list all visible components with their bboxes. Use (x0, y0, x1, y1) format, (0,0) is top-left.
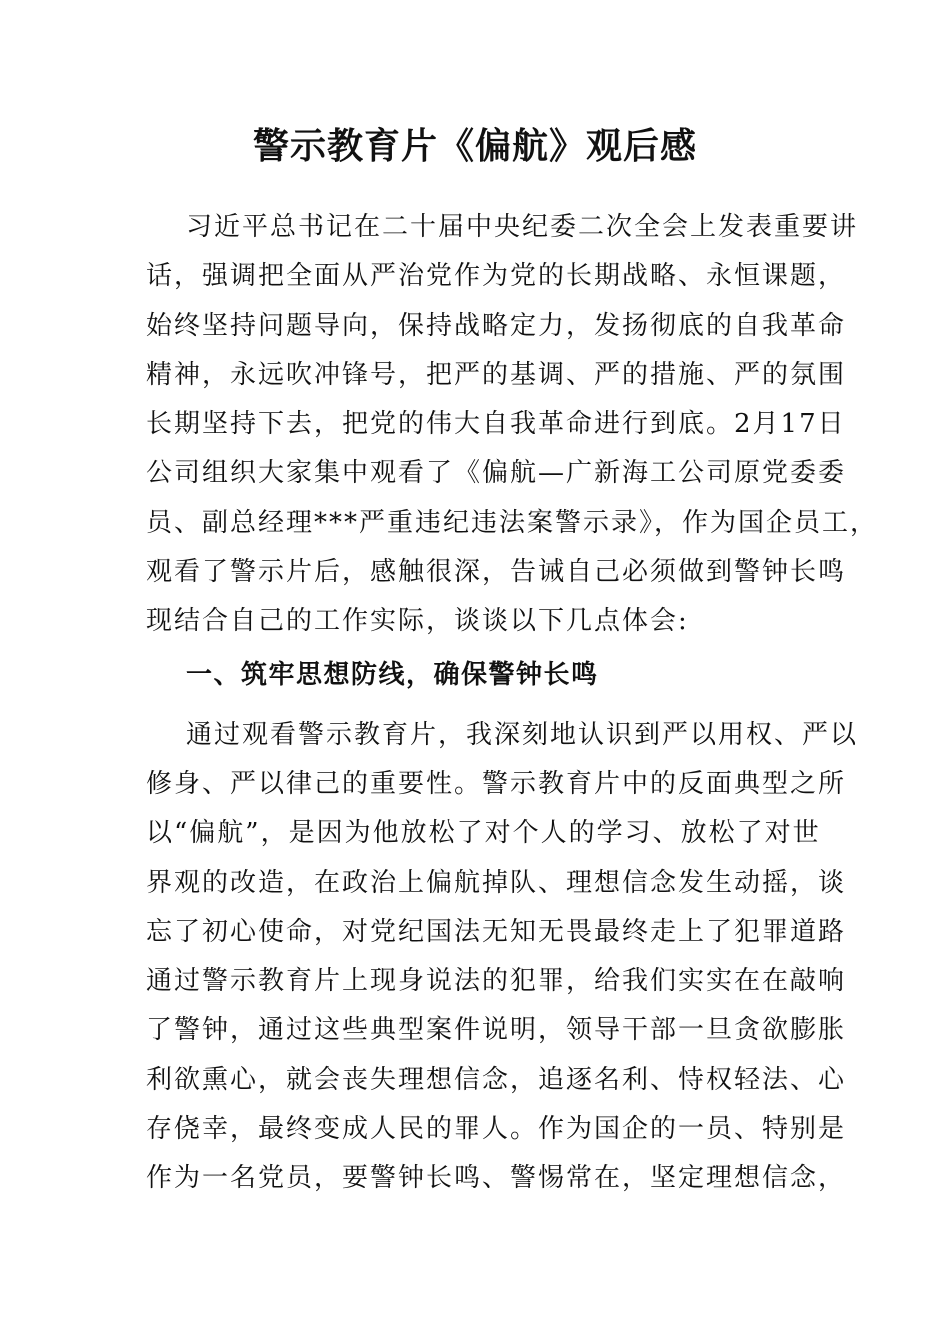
section-heading: 一、筑牢思想防线，确保警钟长鸣 (186, 659, 599, 690)
paragraph-line: 通过警示教育片上现身说法的犯罪，给我们实实在在敲响 (146, 966, 847, 997)
paragraph-line: 通过观看警示教育片，我深刻地认识到严以用权、严以 (186, 719, 859, 750)
paragraph-line: 忘了初心使命，对党纪国法无知无畏最终走上了犯罪道路 (146, 916, 847, 947)
paragraph-line: 修身、严以律己的重要性。警示教育片中的反面典型之所 (146, 768, 847, 799)
paragraph-line: 存侥幸，最终变成人民的罪人。作为国企的一员、特别是 (146, 1114, 847, 1145)
paragraph-line: 了警钟，通过这些典型案件说明，领导干部一旦贪欲膨胀 (146, 1015, 847, 1046)
paragraph-line: 习近平总书记在二十届中央纪委二次全会上发表重要讲 (186, 212, 859, 242)
paragraph-line: 界观的改造，在政治上偏航掉队、理想信念发生动摇，谈 (146, 867, 847, 898)
paragraph-line: 始终坚持问题导向，保持战略定力，发扬彻底的自我革命 (146, 310, 847, 341)
paragraph-line: 作为一名党员，要警钟长鸣、警惕常在，坚定理想信念， (146, 1163, 847, 1194)
paragraph-line: 精神，永远吹冲锋号，把严的基调、严的措施、严的氛围 (146, 359, 847, 390)
paragraph-line: 以“偏航”，是因为他放松了对个人的学习、放松了对世 (146, 818, 821, 849)
paragraph-line: 长期坚持下去，把党的伟大自我革命进行到底。2月17日 (146, 409, 846, 440)
document-body (146, 203, 879, 1204)
paragraph-line: 话，强调把全面从严治党作为党的长期战略、永恒课题， (146, 261, 847, 292)
document-title: 警示教育片《偏航》观后感 (252, 125, 697, 167)
paragraph-line: 员、副总经理***严重违纪违法案警示录》，作为国企员工， (146, 507, 879, 538)
paragraph-line: 现结合自己的工作实际，谈谈以下几点体会: (146, 606, 689, 637)
paragraph-line: 利欲熏心，就会丧失理想信念，追逐名利、恃权轻法、心 (146, 1064, 847, 1095)
paragraph-line: 公司组织大家集中观看了《偏航—广新海工公司原党委委 (146, 458, 847, 489)
paragraph-line: 观看了警示片后，感触很深，告诫自己必须做到警钟长鸣 (146, 557, 847, 588)
